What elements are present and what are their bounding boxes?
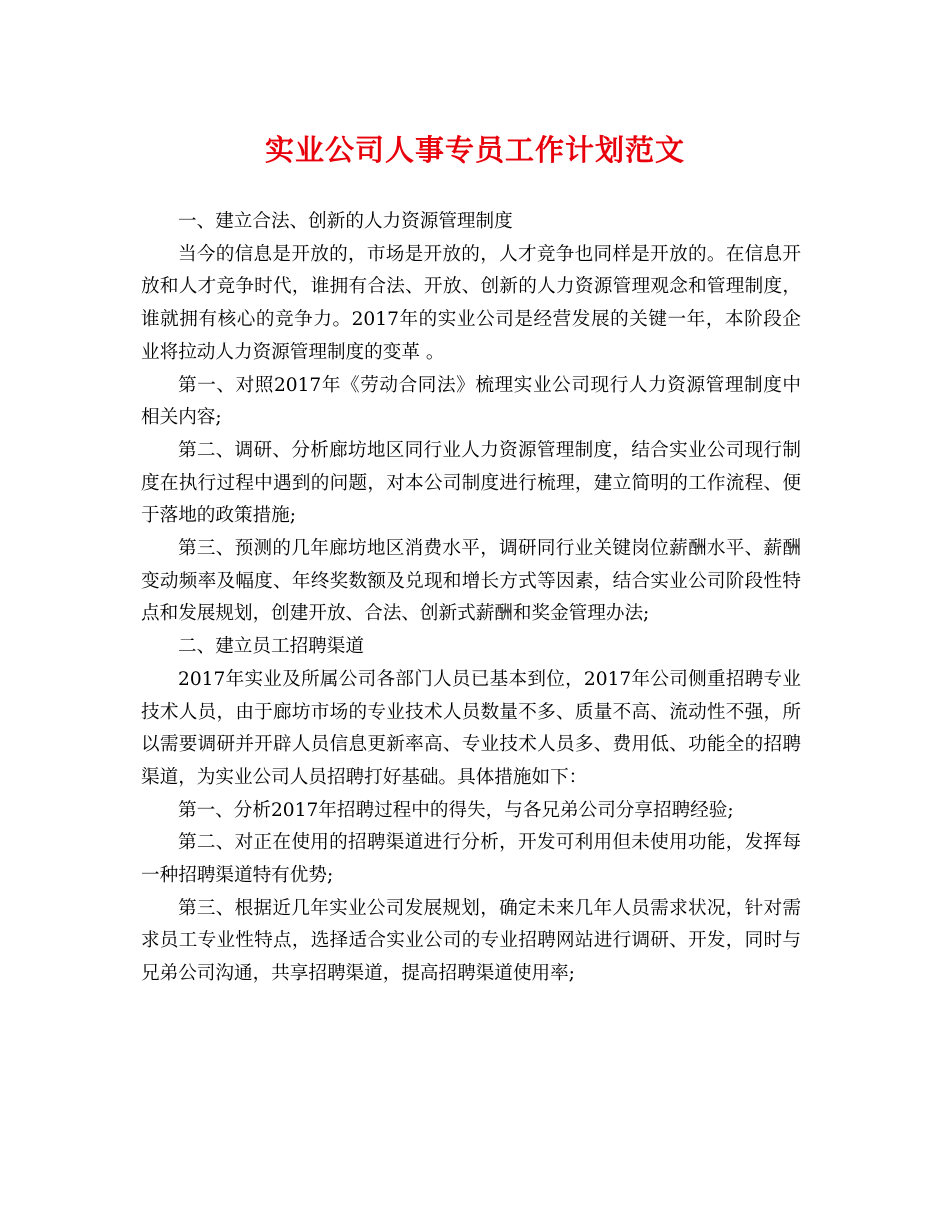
paragraph-intro: 当今的信息是开放的，市场是开放的，人才竞争也同样是开放的。在信息开放和人才竞争时代，谁拥有合法、开放、创新的人力资源管理观念和管理制度，谁就拥有核心的竞争力。2017年的实业公司是经营发展的关键一年，本阶段企业将拉动人力资源管理制度的变革 。	[141, 243, 801, 363]
paragraph-item-2-1: 第一、分析2017年招聘过程中的得失，与各兄弟公司分享招聘经验;	[178, 799, 734, 821]
paragraph-item-2-3: 第三、根据近几年实业公司发展规划，确定未来几年人员需求状况，针对需求员工专业性特点，选择适合实业公司的专业招聘网站进行调研、开发，同时与兄弟公司沟通，共享招聘渠道，提高招聘渠道使用率;	[141, 897, 801, 985]
document-title: 实业公司人事专员工作计划范文	[264, 133, 685, 167]
paragraph-item-1-3: 第三、预测的几年廊坊地区消费水平，调研同行业关键岗位薪酬水平、薪酬变动频率及幅度、年终奖数额及兑现和增长方式等因素，结合实业公司阶段性特点和发展规划，创建开放、合法、创新式薪酬和奖金管理办法;	[141, 538, 801, 625]
section-heading-2: 二、建立员工招聘渠道	[178, 636, 364, 658]
paragraph-recruit-intro: 2017年实业及所属公司各部门人员已基本到位，2017年公司侧重招聘专业技术人员，由于廊坊市场的专业技术人员数量不多、质量不高、流动性不强，所以需要调研并开辟人员信息更新率高、专业技术人员多、费用低、功能全的招聘渠道，为实业公司人员招聘打好基础。具体措施如下：	[141, 668, 801, 788]
section-heading-1: 一、建立合法、创新的人力资源管理制度	[178, 211, 513, 232]
paragraph-item-1-1: 第一、对照2017年《劳动合同法》梳理实业公司现行人力资源管理制度中相关内容;	[141, 374, 801, 429]
paragraph-item-1-2: 第二、调研、分析廊坊地区同行业人力资源管理制度，结合实业公司现行制度在执行过程中遇到的问题，对本公司制度进行梳理，建立简明的工作流程、便于落地的政策措施;	[141, 439, 801, 527]
document-body	[141, 206, 801, 991]
paragraph-item-2-2: 第二、对正在使用的招聘渠道进行分析，开发可利用但未使用功能，发挥每一种招聘渠道特有优势;	[141, 832, 801, 887]
